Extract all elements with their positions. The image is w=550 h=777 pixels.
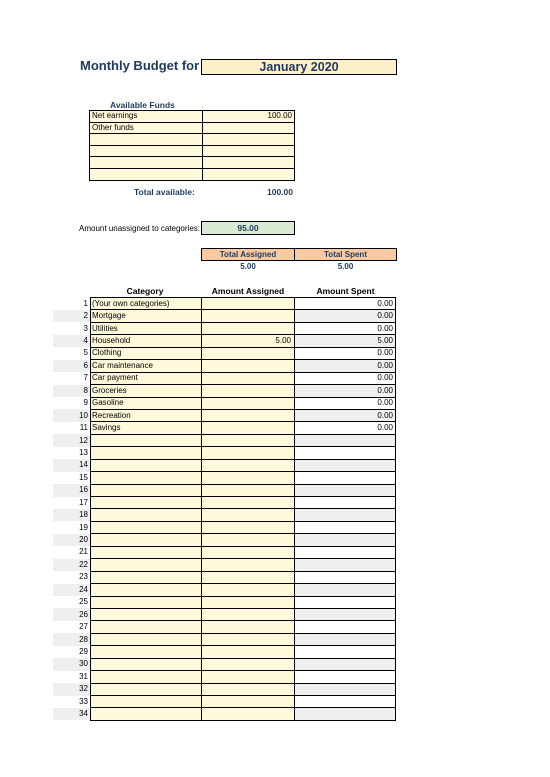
row-number: 15	[53, 472, 91, 484]
table-row	[53, 360, 396, 372]
category-cell[interactable]: (Your own categories)	[91, 298, 202, 310]
category-cell[interactable]: Clothing	[91, 347, 202, 359]
category-cell[interactable]	[91, 646, 202, 658]
amount-assigned-cell[interactable]: 5.00	[202, 335, 295, 347]
table-row	[53, 546, 396, 558]
funds-value-cell[interactable]	[203, 168, 295, 180]
funds-row	[90, 111, 295, 123]
category-cell[interactable]	[91, 497, 202, 509]
amount-assigned-cell[interactable]	[202, 521, 295, 533]
table-row	[53, 372, 396, 384]
amount-spent-cell	[295, 683, 396, 695]
funds-label-cell[interactable]	[90, 168, 203, 180]
total-spent-header: Total Spent	[294, 248, 397, 261]
amount-assigned-cell[interactable]	[202, 584, 295, 596]
table-row	[53, 298, 396, 310]
funds-row	[90, 145, 295, 157]
funds-value-cell[interactable]: 100.00	[203, 111, 295, 123]
row-number: 32	[53, 683, 91, 695]
amount-spent-cell	[295, 571, 396, 583]
month-cell[interactable]: January 2020	[201, 59, 397, 75]
funds-value-cell[interactable]	[203, 157, 295, 169]
amount-spent-cell	[295, 534, 396, 546]
row-number: 28	[53, 633, 91, 645]
total-assigned-header: Total Assigned	[201, 248, 295, 261]
funds-label-cell[interactable]	[90, 157, 203, 169]
row-number: 9	[53, 397, 91, 409]
row-number: 27	[53, 621, 91, 633]
amount-spent-cell	[295, 521, 396, 533]
row-number: 26	[53, 608, 91, 620]
table-row	[53, 521, 396, 533]
amount-assigned-cell[interactable]	[202, 484, 295, 496]
table-row	[53, 621, 396, 633]
amount-assigned-cell[interactable]	[202, 298, 295, 310]
row-number: 22	[53, 559, 91, 571]
amount-spent-cell	[295, 596, 396, 608]
amount-assigned-cell[interactable]	[202, 422, 295, 434]
row-number: 2	[53, 310, 91, 322]
amount-assigned-cell[interactable]	[202, 310, 295, 322]
table-row	[53, 559, 396, 571]
table-row	[53, 335, 396, 347]
table-row	[53, 584, 396, 596]
category-cell[interactable]: Mortgage	[91, 310, 202, 322]
amount-spent-cell	[295, 696, 396, 708]
row-number: 11	[53, 422, 91, 434]
amount-spent-cell: 0.00	[295, 322, 396, 334]
category-cell[interactable]: Car payment	[91, 372, 202, 384]
row-number: 33	[53, 696, 91, 708]
amount-assigned-cell[interactable]	[202, 397, 295, 409]
amount-spent-cell	[295, 633, 396, 645]
amount-spent-cell: 0.00	[295, 422, 396, 434]
amount-spent-cell	[295, 459, 396, 471]
amount-assigned-cell[interactable]	[202, 621, 295, 633]
amount-spent-cell	[295, 671, 396, 683]
amount-assigned-cell[interactable]	[202, 571, 295, 583]
amount-spent-cell: 0.00	[295, 360, 396, 372]
category-cell[interactable]	[91, 708, 202, 720]
amount-assigned-cell[interactable]	[202, 472, 295, 484]
table-row	[53, 459, 396, 471]
table-row	[53, 509, 396, 521]
amount-spent-cell: 0.00	[295, 397, 396, 409]
amount-spent-cell	[295, 447, 396, 459]
category-cell[interactable]	[91, 683, 202, 695]
funds-row	[90, 134, 295, 146]
table-row	[53, 422, 396, 434]
funds-value-cell[interactable]	[203, 134, 295, 146]
row-number: 8	[53, 385, 91, 397]
amount-spent-cell	[295, 708, 396, 720]
amount-spent-cell: 0.00	[295, 310, 396, 322]
row-number: 16	[53, 484, 91, 496]
table-row	[53, 385, 396, 397]
unassigned-label: Amount unassigned to categories:	[79, 224, 200, 233]
row-number: 31	[53, 671, 91, 683]
funds-row	[90, 168, 295, 180]
category-cell[interactable]	[91, 621, 202, 633]
amount-assigned-cell[interactable]	[202, 447, 295, 459]
category-cell[interactable]	[91, 509, 202, 521]
category-column-header: Category	[126, 286, 164, 296]
amount-assigned-cell[interactable]	[202, 696, 295, 708]
amount-assigned-cell[interactable]	[202, 658, 295, 670]
amount-assigned-cell[interactable]	[202, 596, 295, 608]
amount-spent-cell	[295, 472, 396, 484]
category-cell[interactable]	[91, 447, 202, 459]
amount-spent-cell: 0.00	[295, 385, 396, 397]
amount-spent-cell: 0.00	[295, 347, 396, 359]
amount-spent-cell: 5.00	[295, 335, 396, 347]
row-number: 13	[53, 447, 91, 459]
table-row	[53, 683, 396, 695]
table-row	[53, 497, 396, 509]
row-number: 5	[53, 347, 91, 359]
amount-spent-cell	[295, 646, 396, 658]
table-row	[53, 397, 396, 409]
amount-assigned-cell[interactable]	[202, 459, 295, 471]
table-row	[53, 434, 396, 446]
total-assigned-value: 5.00	[240, 262, 256, 271]
row-number: 17	[53, 497, 91, 509]
table-row	[53, 534, 396, 546]
category-cell[interactable]	[91, 521, 202, 533]
category-cell[interactable]	[91, 559, 202, 571]
amount-assigned-cell[interactable]	[202, 497, 295, 509]
amount-assigned-cell[interactable]	[202, 559, 295, 571]
amount-spent-cell: 0.00	[295, 298, 396, 310]
row-number: 34	[53, 708, 91, 720]
amount-spent-cell	[295, 621, 396, 633]
amount-spent-cell	[295, 608, 396, 620]
total-spent-value: 5.00	[337, 262, 354, 271]
row-number: 4	[53, 335, 91, 347]
category-table	[53, 297, 396, 721]
title-label: Monthly Budget for	[80, 58, 200, 73]
table-row	[53, 347, 396, 359]
category-cell[interactable]	[91, 434, 202, 446]
category-cell[interactable]: Savings	[91, 422, 202, 434]
amount-assigned-cell[interactable]	[202, 509, 295, 521]
funds-value-cell[interactable]	[203, 122, 295, 134]
category-cell[interactable]	[91, 459, 202, 471]
amount-assigned-cell[interactable]	[202, 372, 295, 384]
category-cell[interactable]	[91, 608, 202, 620]
amount-spent-cell	[295, 497, 396, 509]
table-row	[53, 447, 396, 459]
category-cell[interactable]	[91, 472, 202, 484]
amount-assigned-cell[interactable]	[202, 360, 295, 372]
table-row	[53, 646, 396, 658]
row-number: 14	[53, 459, 91, 471]
row-number: 12	[53, 434, 91, 446]
row-number: 6	[53, 360, 91, 372]
category-cell[interactable]: Recreation	[91, 409, 202, 421]
amount-spent-column-header: Amount Spent	[316, 286, 375, 296]
amount-spent-cell	[295, 559, 396, 571]
category-cell[interactable]	[91, 633, 202, 645]
row-number: 7	[53, 372, 91, 384]
funds-row	[90, 157, 295, 169]
category-cell[interactable]	[91, 484, 202, 496]
amount-assigned-cell[interactable]	[202, 633, 295, 645]
category-cell[interactable]	[91, 546, 202, 558]
unassigned-value: 95.00	[201, 221, 295, 235]
amount-assigned-cell[interactable]	[202, 683, 295, 695]
row-number: 20	[53, 534, 91, 546]
table-row	[53, 310, 396, 322]
row-number: 29	[53, 646, 91, 658]
total-available-label: Total available:	[134, 187, 195, 197]
amount-assigned-cell[interactable]	[202, 385, 295, 397]
amount-spent-cell: 0.00	[295, 409, 396, 421]
amount-assigned-column-header: Amount Assigned	[211, 286, 285, 296]
category-cell[interactable]	[91, 658, 202, 670]
table-row	[53, 708, 396, 720]
category-cell[interactable]	[91, 596, 202, 608]
category-cell[interactable]: Gasoline	[91, 397, 202, 409]
amount-spent-cell	[295, 484, 396, 496]
table-row	[53, 696, 396, 708]
table-row	[53, 472, 396, 484]
amount-assigned-cell[interactable]	[202, 534, 295, 546]
table-row	[53, 608, 396, 620]
row-number: 3	[53, 322, 91, 334]
available-funds-header: Available Funds	[110, 100, 175, 110]
category-cell[interactable]	[91, 671, 202, 683]
table-row	[53, 671, 396, 683]
category-cell[interactable]: Groceries	[91, 385, 202, 397]
amount-assigned-cell[interactable]	[202, 546, 295, 558]
category-cell[interactable]	[91, 571, 202, 583]
category-cell[interactable]: Car maintenance	[91, 360, 202, 372]
row-number: 19	[53, 521, 91, 533]
table-row	[53, 322, 396, 334]
table-row	[53, 633, 396, 645]
row-number: 25	[53, 596, 91, 608]
row-number: 1	[53, 298, 91, 310]
row-number: 21	[53, 546, 91, 558]
row-number: 24	[53, 584, 91, 596]
amount-assigned-cell[interactable]	[202, 409, 295, 421]
category-cell[interactable]: Utilities	[91, 322, 202, 334]
category-cell[interactable]	[91, 584, 202, 596]
table-row	[53, 658, 396, 670]
amount-spent-cell	[295, 434, 396, 446]
amount-assigned-cell[interactable]	[202, 708, 295, 720]
amount-spent-cell	[295, 509, 396, 521]
total-available-value: 100.00	[267, 187, 293, 197]
amount-spent-cell	[295, 584, 396, 596]
row-number: 30	[53, 658, 91, 670]
funds-label-cell[interactable]	[90, 145, 203, 157]
amount-assigned-cell[interactable]	[202, 347, 295, 359]
table-row	[53, 409, 396, 421]
funds-row	[90, 122, 295, 134]
amount-assigned-cell[interactable]	[202, 671, 295, 683]
table-row	[53, 596, 396, 608]
amount-assigned-cell[interactable]	[202, 646, 295, 658]
amount-assigned-cell[interactable]	[202, 322, 295, 334]
funds-label-cell[interactable]: Net earnings	[90, 111, 203, 123]
amount-assigned-cell[interactable]	[202, 608, 295, 620]
table-row	[53, 484, 396, 496]
amount-spent-cell	[295, 658, 396, 670]
available-funds-table	[89, 110, 295, 181]
table-row	[53, 571, 396, 583]
row-number: 18	[53, 509, 91, 521]
row-number: 10	[53, 409, 91, 421]
funds-label-cell[interactable]: Other funds	[90, 122, 203, 134]
category-cell[interactable]	[91, 696, 202, 708]
funds-value-cell[interactable]	[203, 145, 295, 157]
amount-spent-cell: 0.00	[295, 372, 396, 384]
category-cell[interactable]: Household	[91, 335, 202, 347]
amount-assigned-cell[interactable]	[202, 434, 295, 446]
funds-label-cell[interactable]	[90, 134, 203, 146]
category-cell[interactable]	[91, 534, 202, 546]
row-number: 23	[53, 571, 91, 583]
amount-spent-cell	[295, 546, 396, 558]
